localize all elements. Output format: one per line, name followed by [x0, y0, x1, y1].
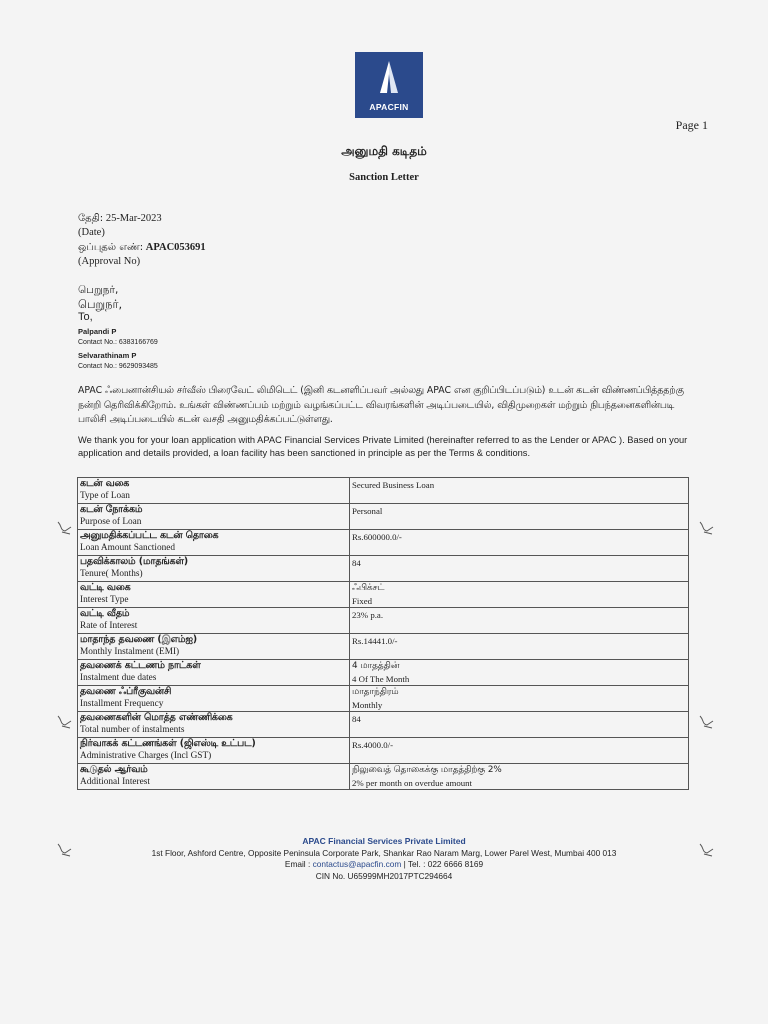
- recipient-name: Palpandi P: [78, 327, 117, 336]
- term-value-cell: [350, 764, 689, 790]
- terms-row: [78, 556, 689, 582]
- loan-terms-table: [77, 477, 689, 790]
- recipient: [78, 351, 158, 372]
- terms-row: [78, 634, 689, 660]
- company-logo: [355, 52, 423, 118]
- term-value-cell: [350, 530, 689, 556]
- approval-label-tamil: ஒப்புதல் எண்:: [78, 242, 144, 253]
- term-label-cell: [78, 556, 350, 582]
- term-label: Total number of instalments: [80, 725, 185, 735]
- terms-row: [78, 530, 689, 556]
- term-label-cell: [78, 530, 350, 556]
- term-label: Interest Type: [80, 595, 129, 605]
- footer-telephone: | Tel. : 022 6666 8169: [403, 859, 484, 869]
- date-value: 25-Mar-2023: [105, 213, 162, 224]
- terms-row: [78, 686, 689, 712]
- term-label-cell: [78, 478, 350, 504]
- footer-address: 1st Floor, Ashford Centre, Opposite Peninsula Corporate Park, Shankar Rao Naram Marg, Lower Parel West, Mumbai 400 013: [151, 847, 617, 858]
- terms-row: [78, 738, 689, 764]
- page-number: Page 1: [675, 118, 708, 132]
- signature-mark-icon: [56, 518, 74, 536]
- salutation-line: பெறுநர்,: [78, 297, 123, 311]
- date-block: [78, 212, 162, 240]
- term-label: Type of Loan: [80, 491, 130, 501]
- footer-email-link[interactable]: contactus@apacfin.com: [312, 859, 402, 869]
- term-label-tamil: மாதாந்த தவணை (இஎம்ஐ): [80, 634, 198, 645]
- terms-row: [78, 764, 689, 790]
- term-label: Administrative Charges (Incl GST): [80, 751, 212, 761]
- footer-email-label: Email :: [284, 859, 311, 869]
- term-label-cell: [78, 764, 350, 790]
- term-label: Tenure( Months): [80, 569, 143, 579]
- term-value-cell: [350, 712, 689, 738]
- term-label-tamil: கூடுதல் ஆர்வம்: [80, 764, 148, 775]
- term-label-tamil: வட்டி வகை: [80, 582, 131, 593]
- term-value-cell: [350, 478, 689, 504]
- term-value: Rs.14441.0/-: [352, 636, 398, 646]
- term-label-cell: [78, 738, 350, 764]
- signature-mark-icon: [56, 840, 74, 858]
- salutation-line: பெறுநர்,: [78, 284, 119, 296]
- terms-row: [78, 608, 689, 634]
- term-label-cell: [78, 582, 350, 608]
- term-label-tamil: கடன் நோக்கம்: [80, 504, 143, 515]
- term-value: Monthly: [352, 700, 383, 710]
- term-value: Rs.4000.0/-: [352, 740, 394, 750]
- term-label-cell: [78, 686, 350, 712]
- signature-mark-icon: [56, 712, 74, 730]
- term-value-cell: [350, 738, 689, 764]
- term-label-tamil: அனுமதிக்கப்பட்ட கடன் தொகை: [80, 530, 219, 541]
- term-value: 23% p.a.: [352, 610, 384, 620]
- term-value-cell: [350, 582, 689, 608]
- term-value-cell: [350, 556, 689, 582]
- term-value-cell: [350, 634, 689, 660]
- term-value: Personal: [352, 506, 383, 516]
- approval-number: APAC053691: [145, 242, 206, 253]
- terms-row: [78, 582, 689, 608]
- logo-brand-text: APACFIN: [369, 102, 409, 112]
- term-value: Secured Business Loan: [352, 480, 435, 490]
- term-label-cell: [78, 634, 350, 660]
- term-label-cell: [78, 504, 350, 530]
- approval-label: (Approval No): [78, 256, 141, 267]
- term-value: Fixed: [352, 596, 373, 606]
- date-label: (Date): [78, 227, 105, 238]
- page-title-tamil: அனுமதி கடிதம்: [341, 144, 427, 158]
- signature-mark-icon: [698, 518, 716, 536]
- page-title: Sanction Letter: [349, 172, 419, 183]
- term-label-tamil: நிர்வாகக் கட்டணங்கள் (ஜிஎஸ்டி உட்பட): [80, 738, 256, 749]
- term-label-cell: [78, 608, 350, 634]
- intro-paragraph: We thank you for your loan application with APAC Financial Services Private Limited (hereinafter referred to as the Lender or APAC ). Based on your application and details provided, a loan facility has been sanctioned in principle as per the Terms & conditions.: [78, 435, 688, 458]
- term-value-tamil: நிலுவைத் தொகைக்கு மாதத்திற்கு 2%: [352, 765, 502, 775]
- term-label: Installment Frequency: [80, 699, 164, 709]
- footer-company-name: APAC Financial Services Private Limited: [302, 836, 466, 846]
- terms-row: [78, 478, 689, 504]
- hands-emblem-icon: [374, 60, 404, 96]
- term-value-cell: [350, 608, 689, 634]
- date-label-tamil: தேதி:: [78, 213, 104, 224]
- terms-row: [78, 660, 689, 686]
- term-value: 4 Of The Month: [352, 674, 410, 684]
- term-label: Purpose of Loan: [80, 517, 142, 527]
- term-value-cell: [350, 660, 689, 686]
- signature-mark-icon: [698, 712, 716, 730]
- terms-row: [78, 504, 689, 530]
- term-value-cell: [350, 686, 689, 712]
- term-value: 2% per month on overdue amount: [352, 778, 472, 788]
- term-label-cell: [78, 660, 350, 686]
- intro-paragraph-tamil: APAC ஃபைனான்சியல் சர்வீஸ் பிரைவேட் லிமிடெட் (இனி கடனளிப்பவர் அல்லது APAC என குறிப்பிடப்படும்) உடன் கடன் விண்ணப்பித்ததற்கு நன்றி தெரிவிக்கிறோம். உங்கள் விண்ணப்பம் மற்றும் வழங்கப்பட்ட விவரங்களின் அடிப்படையில், விதிமுறைகள் மற்றும் நிபந்தனைகளின்படி பாலிசி அடிப்படையில் கடன் வசதி அனுமதிக்கப்பட்டுள்ளது.: [78, 385, 684, 425]
- term-value-cell: [350, 504, 689, 530]
- term-value: 84: [352, 558, 361, 568]
- term-label: Additional Interest: [80, 777, 150, 787]
- signature-mark-icon: [698, 840, 716, 858]
- terms-row: [78, 712, 689, 738]
- term-label: Monthly Instalment (EMI): [80, 647, 180, 657]
- term-label: Instalment due dates: [80, 673, 157, 683]
- recipient-contact: Contact No.: 6383166769: [78, 339, 158, 346]
- term-value-tamil: மாதாந்திரம்: [352, 687, 399, 697]
- term-label-tamil: தவணை ஃப்ரீகுவன்சி: [80, 686, 172, 697]
- term-label: Loan Amount Sanctioned: [80, 543, 176, 553]
- term-label-tamil: கடன் வகை: [80, 478, 130, 489]
- term-label-tamil: பதவிக்காலம் (மாதங்கள்): [80, 556, 189, 567]
- recipient: [78, 327, 158, 348]
- recipient-name: Selvarathinam P: [78, 351, 137, 360]
- term-value-tamil: 4 மாதத்தின்: [352, 661, 400, 671]
- term-label-cell: [78, 712, 350, 738]
- salutation-line: To,: [78, 311, 93, 323]
- term-label-tamil: வட்டி வீதம்: [80, 608, 130, 619]
- footer-cin: CIN No. U65999MH2017PTC294664: [315, 870, 453, 881]
- term-value: Rs.600000.0/-: [352, 532, 402, 542]
- term-value: 84: [352, 714, 361, 724]
- term-value-tamil: ஃபிக்சட்: [352, 583, 385, 593]
- term-label-tamil: தவணைகளின் மொத்த எண்ணிக்கை: [80, 712, 233, 723]
- approval-block: [78, 241, 206, 269]
- term-label-tamil: தவணைக் கட்டணம் நாட்கள்: [80, 660, 201, 671]
- recipient-contact: Contact No.: 9629093485: [78, 363, 158, 370]
- term-label: Rate of Interest: [80, 621, 138, 631]
- letter-footer: [0, 836, 768, 882]
